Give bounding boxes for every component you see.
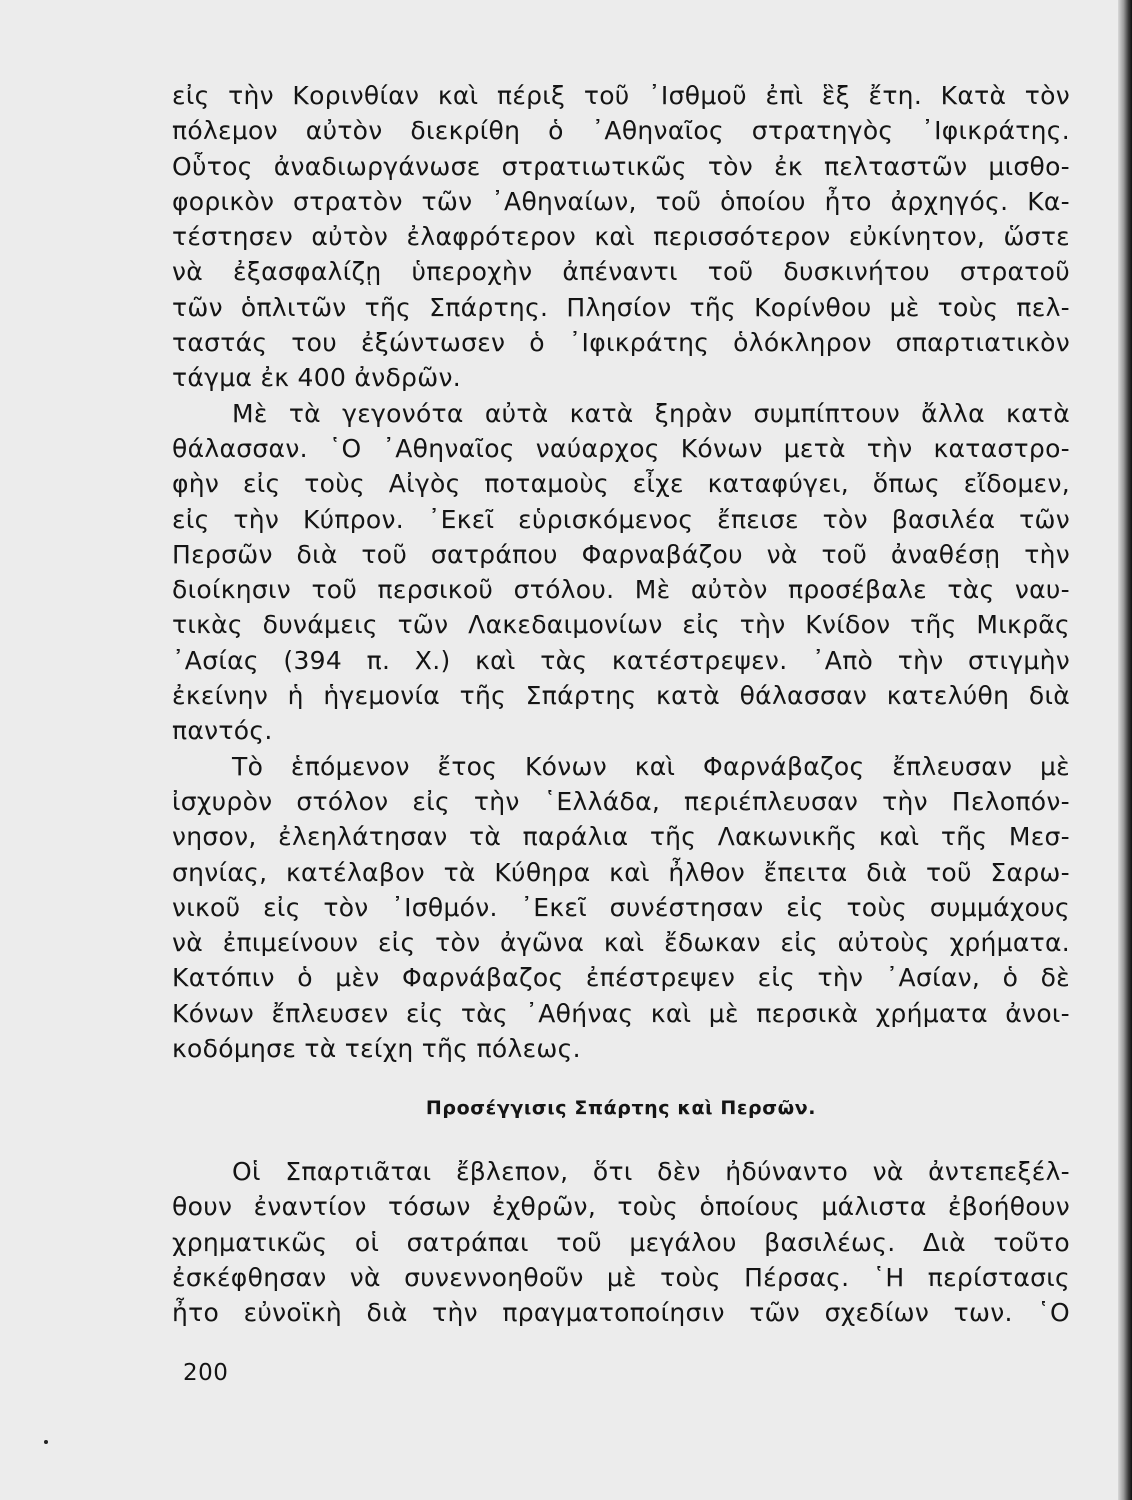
text-line: Οἱ Σπαρτιᾶται ἔβλεπον, ὅτι δὲν ἠδύναντο νὰ ἀντεπεξέλ- xyxy=(232,1157,1070,1186)
section-heading: Προσέγγισις Σπάρτης καὶ Περσῶν. xyxy=(425,1097,817,1119)
text-line: παντός. xyxy=(172,716,273,746)
text-line: θάλασσαν. ῾Ο ᾿Αθηναῖος ναύαρχος Κόνων μετὰ τὴν καταστρο- xyxy=(172,433,1070,463)
text-line: Μὲ τὰ γεγονότα αὐτὰ κατὰ ξηρὰν συμπίπτουν ἄλλα κατὰ xyxy=(232,398,1070,428)
text-line: θουν ἐναντίον τόσων ἐχθρῶν, τοὺς ὁποίους μάλιστα ἐβοήθουν xyxy=(172,1192,1070,1222)
text-line: ᾿Ασίας (394 π. Χ.) καὶ τὰς κατέστρεψεν. ᾿Απὸ τὴν στιγμὴν xyxy=(172,645,1070,675)
text-line: τῶν ὁπλιτῶν τῆς Σπάρτης. Πλησίον τῆς Κορίνθου μὲ τοὺς πελ- xyxy=(172,292,1070,322)
text-line: νὰ ἐπιμείνουν εἰς τὸν ἀγῶνα καὶ ἔδωκαν εἰς αὐτοὺς χρήματα. xyxy=(172,928,1070,958)
text-line: ἐσκέφθησαν νὰ συνεννοηθοῦν μὲ τοὺς Πέρσας. ῾Η περίστασις xyxy=(172,1262,1070,1292)
text-line: εἰς τὴν Κύπρον. ᾿Εκεῖ εὑρισκόμενος ἔπεισε τὸν βασιλέα τῶν xyxy=(172,504,1070,534)
text-line: ταστάς του ἐξώντωσεν ὁ ᾿Ιφικράτης ὁλόκληρον σπαρτιατικὸν xyxy=(172,328,1070,358)
text-line: φορικὸν στρατὸν τῶν ᾿Αθηναίων, τοῦ ὁποίου ἦτο ἀρχηγός. Κα- xyxy=(172,186,1070,216)
page-number: 200 xyxy=(183,1360,229,1386)
ink-speck xyxy=(44,1440,48,1444)
text-line: ἦτο εὐνοϊκὴ διὰ τὴν πραγματοποίησιν τῶν σχεδίων των. ῾Ο xyxy=(172,1298,1070,1328)
text-line: τέστησεν αὐτὸν ἐλαφρότερον καὶ περισσότερον εὐκίνητον, ὥστε xyxy=(172,222,1070,252)
text-line: νικοῦ εἰς τὸν ᾿Ισθμόν. ᾿Εκεῖ συνέστησαν εἰς τοὺς συμμάχους xyxy=(172,892,1070,922)
text-line: Κόνων ἔπλευσεν εἰς τὰς ᾿Αθήνας καὶ μὲ περσικὰ χρήματα ἀνοι- xyxy=(172,998,1070,1028)
text-line: Τὸ ἑπόμενον ἔτος Κόνων καὶ Φαρνάβαζος ἔπλευσαν μὲ xyxy=(232,751,1070,781)
text-line: εἰς τὴν Κορινθίαν καὶ πέριξ τοῦ ᾿Ισθμοῦ ἐπὶ ἓξ ἔτη. Κατὰ τὸν xyxy=(172,81,1070,110)
text-line: Οὗτος ἀναδιωργάνωσε στρατιωτικῶς τὸν ἐκ πελταστῶν μισθο- xyxy=(172,151,1070,181)
text-line: ἐκείνην ἡ ἡγεμονία τῆς Σπάρτης κατὰ θάλασσαν κατελύθη διὰ xyxy=(172,681,1070,711)
text-line: πόλεμον αὐτὸν διεκρίθη ὁ ᾿Αθηναῖος στρατηγὸς ᾿Ιφικράτης. xyxy=(172,116,1070,146)
text-line: κοδόμησε τὰ τείχη τῆς πόλεως. xyxy=(172,1034,581,1064)
text-line: διοίκησιν τοῦ περσικοῦ στόλου. Μὲ αὐτὸν προσέβαλε τὰς ναυ- xyxy=(172,575,1070,605)
text-line: σηνίας, κατέλαβον τὰ Κύθηρα καὶ ἦλθον ἔπειτα διὰ τοῦ Σαρω- xyxy=(172,857,1070,887)
text-line: νὰ ἐξασφαλίζῃ ὑπεροχὴν ἀπέναντι τοῦ δυσκινήτου στρατοῦ xyxy=(172,257,1070,287)
text-line: νησον, ἐλεηλάτησαν τὰ παράλια τῆς Λακωνικῆς καὶ τῆς Μεσ- xyxy=(172,822,1070,852)
main-text xyxy=(172,78,1070,1066)
text-line: τικὰς δυνάμεις τῶν Λακεδαιμονίων εἰς τὴν Κνίδον τῆς Μικρᾶς xyxy=(172,610,1070,640)
text-line: ἰσχυρὸν στόλον εἰς τὴν ῾Ελλάδα, περιέπλευσαν τὴν Πελοπόν- xyxy=(172,786,1070,816)
text-line: χρηματικῶς οἱ σατράπαι τοῦ μεγάλου βασιλέως. Διὰ τοῦτο xyxy=(172,1227,1070,1257)
text-line: Κατόπιν ὁ μὲν Φαρνάβαζος ἐπέστρεψεν εἰς τὴν ᾿Ασίαν, ὁ δὲ xyxy=(172,963,1070,993)
text-line: Περσῶν διὰ τοῦ σατράπου Φαρναβάζου νὰ τοῦ ἀναθέσῃ τὴν xyxy=(172,539,1070,569)
section-text xyxy=(172,1154,1070,1330)
text-line: φὴν εἰς τοὺς Αἰγὸς ποταμοὺς εἶχε καταφύγει, ὅπως εἴδομεν, xyxy=(172,469,1070,499)
page-edge-shadow xyxy=(1118,0,1132,1500)
text-line: τάγμα ἐκ 400 ἀνδρῶν. xyxy=(172,363,461,393)
